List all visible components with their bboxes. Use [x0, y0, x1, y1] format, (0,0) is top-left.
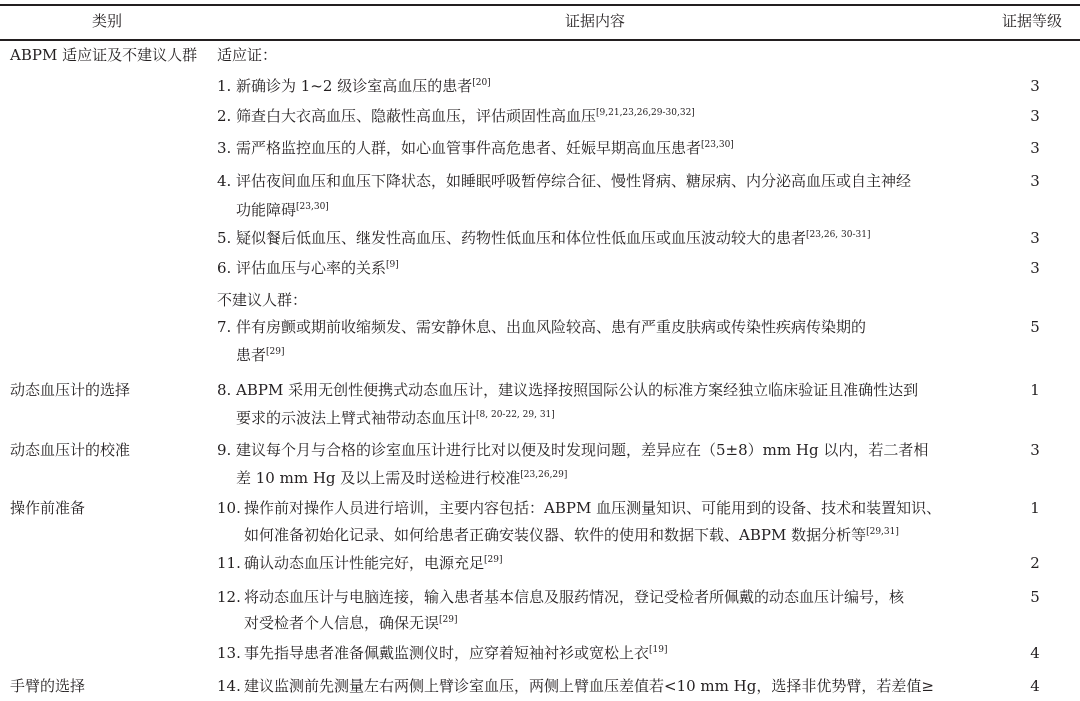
- item-content-line-1: 建议每个月与合格的诊室血压计进行比对以便及时发现问题，差异应在（5±8）mm Hg 以内，若二者相: [236, 441, 929, 459]
- item-content-line-1: 操作前对操作人员进行培训，主要内容包括：ABPM 血压测量知识、可能用到的设备、技术和装置知识、: [244, 499, 942, 517]
- reference: [9]: [386, 260, 399, 270]
- item-content-line-2: 如何准备初始化记录、如何给患者正确安装仪器、软件的使用和数据下载、ABPM 数据分析等[29,31]: [244, 526, 899, 544]
- item-number: 13.: [217, 644, 241, 662]
- item-content-line-2: 差 10 mm Hg 及以上需及时送检进行校准[23,26,29]: [236, 469, 568, 487]
- item-content-line-1: 伴有房颤或期前收缩频发、需安静休息、出血风险较高、患有严重皮肤病或传染性疾病传染期的: [236, 318, 867, 336]
- item-content-line-2: 对受检者个人信息，确保无误[29]: [244, 614, 458, 632]
- subheading-not-recommended: 不建议人群：: [217, 291, 308, 309]
- header-category: 类别: [92, 12, 123, 30]
- evidence-level: 3: [1030, 172, 1040, 190]
- evidence-level: 1: [1030, 381, 1040, 399]
- item-number: 2.: [217, 107, 232, 125]
- item-content-line-2: 功能障碍[23,30]: [236, 201, 329, 219]
- item-number: 12.: [217, 588, 241, 606]
- header-content: 证据内容: [565, 12, 626, 30]
- reference: [23,26,29]: [520, 470, 568, 480]
- item-content: 评估血压与心率的关系[9]: [236, 259, 399, 277]
- item-number: 9.: [217, 441, 232, 459]
- reference: [23,30]: [701, 140, 734, 150]
- item-content: 需严格监控血压的人群，如心血管事件高危患者、妊娠早期高血压患者[23,30]: [236, 139, 734, 157]
- item-number: 10.: [217, 499, 241, 517]
- item-number: 4.: [217, 172, 232, 190]
- category-preparation: 操作前准备: [10, 499, 86, 517]
- item-number: 11.: [217, 554, 241, 572]
- item-content: 建议监测前先测量左右两侧上臂诊室血压，两侧上臂血压差值若<10 mm Hg，选择非优势臂，若差值≥: [244, 677, 934, 695]
- item-number: 3.: [217, 139, 232, 157]
- header-level: 证据等级: [1002, 12, 1063, 30]
- header-bottom-rule: [0, 39, 1080, 41]
- evidence-level: 1: [1030, 499, 1040, 517]
- item-number: 14.: [217, 677, 241, 695]
- table-top-rule: [0, 4, 1080, 6]
- evidence-level: 3: [1030, 259, 1040, 277]
- reference: [29,31]: [866, 527, 899, 537]
- evidence-level: 3: [1030, 229, 1040, 247]
- reference: [29]: [266, 347, 285, 357]
- category-abpm-indications: ABPM 适应证及不建议人群: [10, 46, 198, 64]
- reference: [23,30]: [296, 202, 329, 212]
- item-number: 8.: [217, 381, 232, 399]
- item-content-line-2: 患者[29]: [236, 346, 285, 364]
- item-number: 5.: [217, 229, 232, 247]
- evidence-level: 3: [1030, 139, 1040, 157]
- evidence-level: 5: [1030, 318, 1040, 336]
- reference: [29]: [484, 555, 503, 565]
- item-number: 1.: [217, 77, 232, 95]
- reference: [8, 20-22, 29, 31]: [476, 410, 555, 420]
- item-content-line-1: 评估夜间血压和血压下降状态，如睡眠呼吸暂停综合征、慢性肾病、糖尿病、内分泌高血压或自主神经: [236, 172, 912, 190]
- reference: [29]: [439, 615, 458, 625]
- reference: [20]: [472, 78, 491, 88]
- item-content: 筛查白大衣高血压、隐蔽性高血压，评估顽固性高血压[9,21,23,26,29-30,32]: [236, 107, 695, 125]
- reference: [9,21,23,26,29-30,32]: [596, 108, 695, 118]
- category-device-calibration: 动态血压计的校准: [10, 441, 131, 459]
- item-content-line-1: ABPM 采用无创性便携式动态血压计，建议选择按照国际公认的标准方案经独立临床验证且准确性达到: [236, 381, 919, 399]
- evidence-level: 3: [1030, 441, 1040, 459]
- item-content-line-2: 要求的示波法上臂式袖带动态血压计[8, 20-22, 29, 31]: [236, 409, 555, 427]
- evidence-level: 2: [1030, 554, 1040, 572]
- evidence-level: 3: [1030, 107, 1040, 125]
- category-arm-selection: 手臂的选择: [10, 677, 86, 695]
- item-content: 事先指导患者准备佩戴监测仪时，应穿着短袖衬衫或宽松上衣[19]: [244, 644, 668, 662]
- reference: [19]: [649, 645, 668, 655]
- subheading-indications: 适应证：: [217, 46, 278, 64]
- item-content: 新确诊为 1~2 级诊室高血压的患者[20]: [236, 77, 491, 95]
- item-content: 疑似餐后低血压、继发性高血压、药物性低血压和体位性低血压或血压波动较大的患者[23,26, 30-31]: [236, 229, 871, 247]
- category-device-selection: 动态血压计的选择: [10, 381, 131, 399]
- item-content: 确认动态血压计性能完好，电源充足[29]: [244, 554, 503, 572]
- evidence-level: 3: [1030, 77, 1040, 95]
- item-number: 7.: [217, 318, 232, 336]
- item-content-line-1: 将动态血压计与电脑连接，输入患者基本信息及服药情况，登记受检者所佩戴的动态血压计编号，核: [244, 588, 905, 606]
- evidence-level: 4: [1030, 644, 1040, 662]
- evidence-level: 4: [1030, 677, 1040, 695]
- evidence-level: 5: [1030, 588, 1040, 606]
- item-number: 6.: [217, 259, 232, 277]
- reference: [23,26, 30-31]: [806, 230, 871, 240]
